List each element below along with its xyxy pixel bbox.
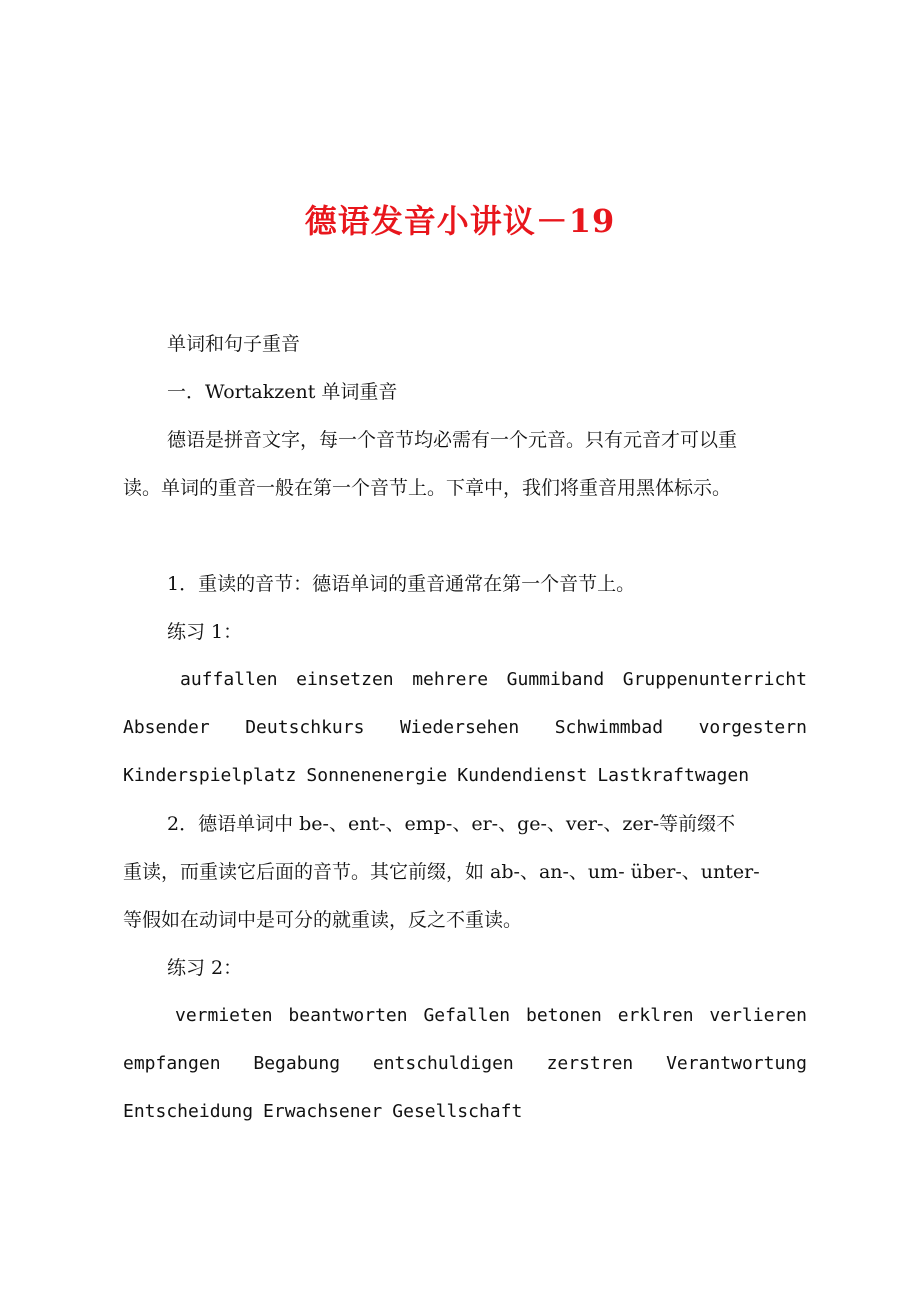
word: erklren (617, 1005, 694, 1026)
word: beantworten (288, 1005, 408, 1026)
word: Deutschkurs (245, 717, 365, 738)
rule-text: 等假如在动词中是可分的就重读，反之不重读。 (123, 909, 523, 931)
word-row (123, 656, 807, 704)
word: Gummiband (506, 669, 605, 690)
word: Wiedersehen (399, 717, 520, 738)
rule-text: 2．德语单词中 be-、ent-、emp-、er-、ge-、ver-、zer-等前缀不 (167, 813, 736, 835)
exercise-label: 练习 2： (167, 957, 243, 979)
word: Entscheidung (123, 1101, 254, 1122)
paragraph-line: 读。单词的重音一般在第一个音节上。下章中，我们将重音用黑体标示。 (123, 477, 732, 499)
rule-text: 1．重读的音节：德语单词的重音通常在第一个音节上。 (167, 573, 636, 595)
word: Gruppenunterricht (622, 669, 807, 690)
word-row (123, 1040, 807, 1088)
word: einsetzen (296, 669, 394, 690)
word: entschuldigen (372, 1053, 514, 1074)
word: Sonnenenergie (306, 765, 448, 786)
word-row (123, 704, 807, 752)
subsection-heading: 一．Wortakzent 单词重音 (167, 381, 398, 403)
word: Kinderspielplatz (123, 765, 297, 786)
word-row (123, 992, 807, 1040)
word: verlieren (709, 1005, 807, 1026)
exercise-label: 练习 1： (167, 621, 243, 643)
word: zerstren (546, 1053, 634, 1074)
word: betonen (526, 1005, 602, 1026)
document-body (123, 320, 807, 1136)
paragraph-line: 德语是拼音文字，每一个音节均必需有一个元音。只有元音才可以重 (167, 429, 738, 451)
word: auffallen (180, 669, 278, 690)
section-heading: 单词和句子重音 (167, 333, 301, 355)
word-row (123, 752, 807, 800)
word: vermieten (175, 1005, 273, 1026)
word: Erwachsener (263, 1101, 383, 1122)
blank-line (123, 512, 807, 560)
word: Begabung (253, 1053, 341, 1074)
word: empfangen (123, 1053, 221, 1074)
document-title: 德语发音小讲议－19 (304, 202, 616, 240)
word: Verantwortung (666, 1053, 807, 1074)
rule-text: 重读，而重读它后面的音节。其它前缀，如 ab-、an-、um- über-、unter- (123, 861, 760, 883)
word-row (123, 1088, 807, 1136)
word: mehrere (412, 669, 489, 690)
word: vorgestern (698, 717, 807, 738)
word: Absender (123, 717, 210, 738)
word: Kundendienst (457, 765, 588, 786)
word: Gesellschaft (392, 1101, 523, 1122)
word: Lastkraftwagen (597, 765, 750, 786)
word: Gefallen (423, 1005, 511, 1026)
word: Schwimmbad (554, 717, 664, 738)
